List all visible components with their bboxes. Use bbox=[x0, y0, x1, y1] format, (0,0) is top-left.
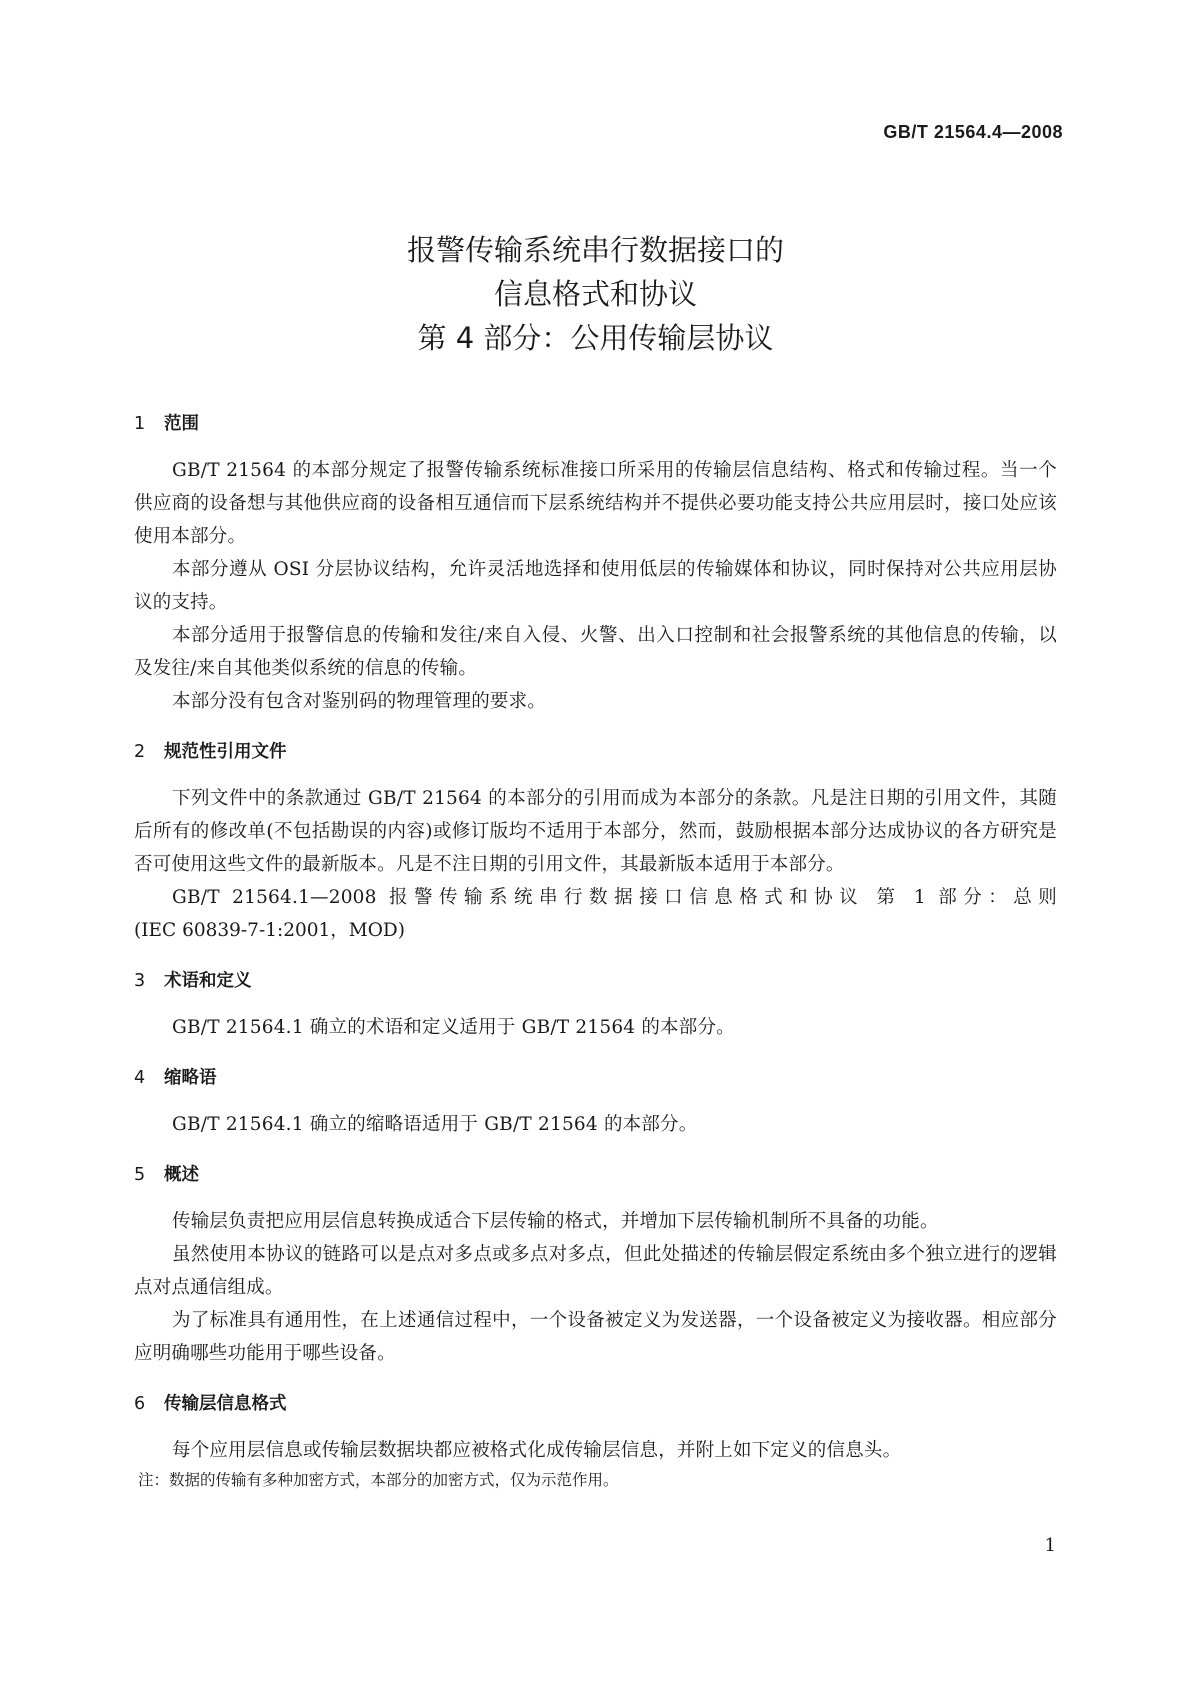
document-body bbox=[134, 410, 1057, 1493]
note: 注：数据的传输有多种加密方式，本部分的加密方式，仅为示范作用。 bbox=[138, 1471, 619, 1489]
section-normative-references bbox=[134, 738, 1057, 947]
section-heading: 6 传输层信息格式 bbox=[134, 1394, 287, 1414]
section-message-format bbox=[134, 1390, 1057, 1493]
section-scope bbox=[134, 410, 1057, 718]
reference-entry: GB/T 21564.1—2008 报警传输系统串行数据接口信息格式和协议 第 1 部分：总则 bbox=[172, 887, 1057, 908]
paragraph: GB/T 21564.1 确立的术语和定义适用于 GB/T 21564 的本部分。 bbox=[172, 1017, 735, 1038]
section-heading: 3 术语和定义 bbox=[134, 971, 252, 991]
section-heading: 5 概述 bbox=[134, 1165, 199, 1185]
paragraph: 每个应用层信息或传输层数据块都应被格式化成传输层信息，并附上如下定义的信息头。 bbox=[172, 1440, 902, 1461]
title-line-1: 报警传输系统串行数据接口的 bbox=[406, 233, 784, 267]
section-abbreviations bbox=[134, 1064, 1057, 1141]
section-heading: 2 规范性引用文件 bbox=[134, 742, 287, 762]
paragraph: 本部分遵从 OSI 分层协议结构，允许灵活地选择和使用低层的传输媒体和协议，同时保持对公共应用层协议的支持。 bbox=[134, 559, 1057, 613]
paragraph: GB/T 21564.1 确立的缩略语适用于 GB/T 21564 的本部分。 bbox=[172, 1114, 698, 1135]
title-line-2: 信息格式和协议 bbox=[493, 277, 697, 311]
reference-entry-continued: (IEC 60839-7-1:2001，MOD) bbox=[134, 920, 405, 941]
paragraph: 本部分没有包含对鉴别码的物理管理的要求。 bbox=[172, 691, 547, 712]
section-heading: 1 范围 bbox=[134, 414, 199, 434]
paragraph: 传输层负责把应用层信息转换成适合下层传输的格式，并增加下层传输机制所不具备的功能。 bbox=[172, 1211, 939, 1232]
paragraph: 本部分适用于报警信息的传输和发往/来自入侵、火警、出入口控制和社会报警系统的其他信息的传输，以及发往/来自其他类似系统的信息的传输。 bbox=[134, 625, 1057, 679]
section-heading: 4 缩略语 bbox=[134, 1068, 217, 1088]
paragraph: 为了标准具有通用性，在上述通信过程中，一个设备被定义为发送器，一个设备被定义为接收器。相应部分应明确哪些功能用于哪些设备。 bbox=[134, 1310, 1057, 1364]
section-terms-definitions bbox=[134, 967, 1057, 1044]
section-overview bbox=[134, 1161, 1057, 1370]
document-title bbox=[0, 228, 1191, 360]
standard-code: GB/T 21564.4—2008 bbox=[883, 122, 1063, 142]
title-line-3: 第 4 部分：公用传输层协议 bbox=[417, 321, 774, 355]
paragraph: 虽然使用本协议的链路可以是点对多点或多点对多点，但此处描述的传输层假定系统由多个独立进行的逻辑点对点通信组成。 bbox=[134, 1244, 1057, 1298]
paragraph: 下列文件中的条款通过 GB/T 21564 的本部分的引用而成为本部分的条款。凡是注日期的引用文件，其随后所有的修改单(不包括勘误的内容)或修订版均不适用于本部分，然而，鼓励根据本部分达成协议的各方研究是否可使用这些文件的最新版本。凡是不注日期的引用文件，其最新版本适用于本部分。 bbox=[134, 788, 1057, 875]
page-number: 1 bbox=[1044, 1535, 1056, 1556]
paragraph: GB/T 21564 的本部分规定了报警传输系统标准接口所采用的传输层信息结构、格式和传输过程。当一个供应商的设备想与其他供应商的设备相互通信而下层系统结构并不提供必要功能支持公共应用层时，接口处应该使用本部分。 bbox=[134, 460, 1057, 547]
